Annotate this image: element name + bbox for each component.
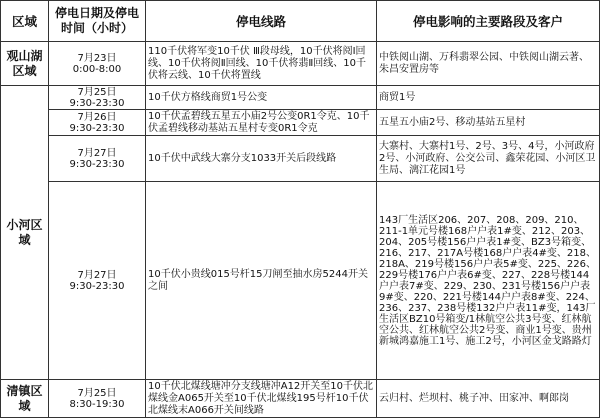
outage-date: 7月26日 bbox=[77, 111, 117, 123]
header-time-line2: 时间（小时） bbox=[60, 21, 133, 35]
line-cell: 10千伏北煤线塘冲分支线塘冲A12开关至10千伏北煤线金A065开关至10千伏北煤线195号杆10千伏北煤线末A066开关间线路 bbox=[146, 380, 377, 418]
region-cell: 小河区域 bbox=[1, 86, 49, 380]
time-cell bbox=[49, 110, 146, 136]
time-cell bbox=[49, 182, 146, 380]
customers-cell: 五星五小庙2号、移动基站五星村 bbox=[377, 110, 600, 136]
outage-time: 0:00-8:00 bbox=[72, 63, 122, 75]
outage-time: 9:30-23:30 bbox=[69, 122, 125, 134]
time-cell bbox=[49, 136, 146, 182]
outage-date: 7月27日 bbox=[77, 147, 117, 159]
region-cell: 清镇区域 bbox=[1, 380, 49, 418]
outage-date: 7月25日 bbox=[77, 86, 117, 98]
table-row bbox=[1, 380, 600, 418]
header-region: 区域 bbox=[1, 1, 49, 42]
customers-cell: 大寨村、大寨村1号、2号、3号、4号，小河政府2号、小河政府、公交公司、鑫荣花园、小河区卫生局、漓江花园1号 bbox=[377, 136, 600, 182]
outage-time: 9:30-23:30 bbox=[69, 158, 125, 170]
line-cell: 10千伏孟碧线五星五小庙2号公变0R1令克、10千伏孟碧线移动基站五星村专变0R1令克 bbox=[146, 110, 377, 136]
table-row bbox=[1, 110, 600, 136]
outage-date: 7月25日 bbox=[77, 387, 117, 399]
header-line: 停电线路 bbox=[146, 1, 377, 42]
outage-date: 7月23日 bbox=[77, 52, 117, 64]
table-row bbox=[1, 136, 600, 182]
line-cell: 10千伏小贵线015号杆15刀闸至抽水房5244开关之间 bbox=[146, 182, 377, 380]
outage-time: 8:30-19:30 bbox=[69, 398, 125, 410]
customers-cell: 中铁阅山湖、万科翡翠公园、中铁阅山湖云著、朱昌安置房等 bbox=[377, 42, 600, 86]
time-cell bbox=[49, 42, 146, 86]
table-row bbox=[1, 42, 600, 86]
outage-date: 7月27日 bbox=[77, 269, 117, 281]
line-cell: 10千伏中武线大寨分支1033开关后段线路 bbox=[146, 136, 377, 182]
time-cell bbox=[49, 86, 146, 110]
header-time-line1: 停电日期及停电 bbox=[54, 6, 139, 20]
table-row bbox=[1, 86, 600, 110]
header-time bbox=[49, 1, 146, 42]
customers-cell: 143厂生活区206、207、208、209、210、211-1单元号楼168户户表1#变、212、203、204、205号楼156户户表1#变、BZ3号箱变、216、217、217A号楼168户户表4#变、218、218A、219号楼156户户表5#变、225、226、229号楼176户户表6#变、227、228号楼144户户表7#变、229、230、231号楼156户户表9#变、220、221号楼144户户表8#变、224、236、237、238号楼132户户表11#变，143厂生活区BZ10号箱变/1林航空公共3号变、红林航空公共、红林航空公共2号变、商业1号变、贵州新城鸿嘉施工1号、施工2号，小河区金戈路路灯 bbox=[377, 182, 600, 380]
customers-cell: 商贸1号 bbox=[377, 86, 600, 110]
line-cell: 10千伏方格线商贸1号公变 bbox=[146, 86, 377, 110]
region-cell: 观山湖区域 bbox=[1, 42, 49, 86]
header-row bbox=[1, 1, 600, 42]
outage-time: 9:30-23:30 bbox=[69, 280, 125, 292]
table-row bbox=[1, 182, 600, 380]
time-cell bbox=[49, 380, 146, 418]
customers-cell: 云归村、烂坝村、桃子冲、田家冲、啊郎岗 bbox=[377, 380, 600, 418]
line-cell: 110千伏将军变10千伏 Ⅲ段母线，10千伏将阅Ⅰ回线、10千伏将阅Ⅱ回线、10千伏将翡Ⅱ回线、10千伏将云线、10千伏将置线 bbox=[146, 42, 377, 86]
outage-time: 9:30-23:30 bbox=[69, 97, 125, 109]
header-customers: 停电影响的主要路段及客户 bbox=[377, 1, 600, 42]
